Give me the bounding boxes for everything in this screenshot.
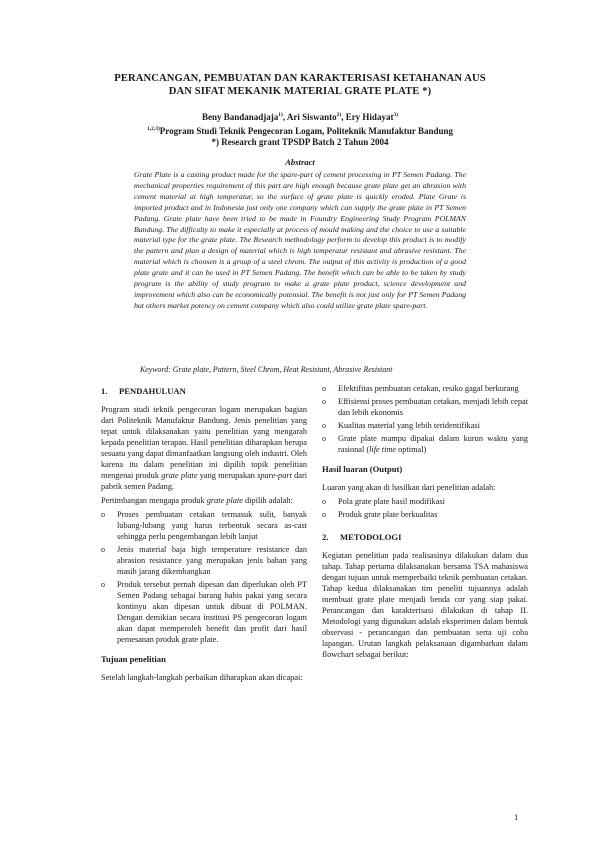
list-item-text: Jenis material baja high temperature resistance dan abrasion resistance yang merupakan jenis bahan yang masih jarang dikembangkan [117, 545, 307, 576]
section-number: 1. [101, 386, 108, 396]
list-item [322, 509, 528, 520]
author-2: , Ari Siswanto [282, 112, 337, 122]
section-title: METODOLOGI [340, 532, 402, 542]
list-item-text-start: Grate plate mampu dipakai dalam kurun waktu yang rasional ( [338, 434, 528, 454]
author-block [60, 110, 540, 149]
author-names [60, 110, 540, 124]
metodologi-paragraph: Kegiatan penelitian pada realisasinya dilakukan dalam dua tahap. Tahap pertama dilaksanakan bersama TSA mahasiswa dengan tujuan untuk memperbaiki teknik pembuatan cetakan. Tahap kedua dilaksanakan tim peneliti tujuannya adalah membuat grate plate menjadi benda cor yang siap pakai. Perancangan dan karakterisasi dilakukan di tahap II. Metodologi yang digunakan adalah eksperimen dalam bentuk observasi - perancangan dan pembuatan serta uji coba lapangan. Urutan langkah pelaksanaan digambarkan dalam flowchart sebagai berikut: [322, 551, 528, 659]
author-3: , Ery Hidayat [341, 112, 394, 122]
author-1: Beny Bandanadjaja [201, 112, 279, 122]
list-item-text [338, 434, 528, 454]
bullet-circle-icon: o [322, 510, 326, 519]
tujuan-paragraph: Setelah langkah-langkah perbaikan diharapkan akan dicapai: [101, 673, 303, 682]
bullet-circle-icon: o [322, 497, 326, 506]
grant-note: *) Research grant TPSDP Batch 2 Tahun 2004 [211, 137, 389, 147]
section-heading-metodologi [322, 532, 528, 543]
abstract-body [134, 170, 466, 312]
keywords: Keyword: Grate plate, Pattern, Steel Chrom, Heat Resistant, Abrasive Resistant [140, 365, 393, 374]
list-item [322, 383, 528, 394]
author-1-sup: 1) [278, 112, 283, 118]
list-item-text: Efektifitas pembuatan cetakan, resiko gagal berkurang [338, 384, 519, 393]
intro-italic-term: grate plate [161, 471, 198, 480]
section-number: 2. [322, 532, 329, 542]
hasil-paragraph: Luaran yang akan di hasilkan dari penelitian adalah: [322, 483, 496, 492]
list-item-text: Produk tersebut pernah dipesan dan diperlukan oleh PT Semen Padang sebagai barang habis pakai yang secara kontinyu akan dipesan untuk dibuat di POLMAN. Dengan demikian secara institusi PS pengecoran logam akan dapat memperoleh benefit dan profit dari hasil pemesanan produk grate plate. [117, 580, 307, 644]
intro-text-end: dari pabrik semen Padang. [101, 471, 308, 491]
consideration-text-end: dipilih adalah: [245, 496, 293, 505]
right-column [322, 383, 528, 663]
intro-italic-term-2: spare-part [257, 471, 292, 480]
author-3-sup: 3) [393, 112, 399, 118]
list-item [322, 433, 528, 455]
list-item-italic: life time [369, 445, 397, 454]
list-item [101, 579, 307, 645]
section-heading-pendahuluan [101, 386, 307, 397]
consideration-paragraph [101, 495, 307, 506]
abstract-text: Grate Plate is a casting product made for the spare-part of cement processing in PT Semen Padang. The mechanical properties requirement of this part are high enough because grate plate get an abrasion with cement material at high temperatur, so the surface of grate plate is quickly eroded. Plate Grate is imported product and in Indonesia just only one company which can supply the grate plate in PT Semen Padang. Grate plate have been tried to be made in Foundry Engineering Study Program POLMAN Bandung. The difficulty to make it especially at process of mould making and the choice to use a suitable material type for the grate plate. The Research methodology perform to develop this product is to modify the pattern and plan a design of material which is high temperatur resistant and abrasive resistant. The material which is choosen is a group of a steel chrom. The output of this activity is production of a good plate grate and it can be used in PT Semen Padang. The benefit which can be able to be taken by study program is the ability of study program to make a grate plate product, science development and improvement which also can be economically potensial. The benefit is not just only for PT Semen Padang but others market potency on cement company which also could utilize grate plate spare-part. [134, 170, 466, 310]
intro-text: Program studi teknik pengecoran logam merupakan bagian dari Politeknik Manufaktur Bandung. Jenis penelitian yang tepat untuk dilaksanakan yaitu penelitian yang mengarah kepada penelitian terapan. Hasil penelitian diharapkan berupa sesuatu yang dapat dimanfaatkan langsung oleh industri. Oleh karena itu dalam penelitian ini dipilih topik penelitian mengenai produk [101, 405, 307, 480]
abstract-heading: Abstract [285, 157, 315, 167]
paper-title [60, 72, 540, 98]
output-list [322, 496, 528, 520]
bullet-circle-icon: o [101, 510, 105, 519]
intro-text-mid: yang merupakan [199, 471, 255, 480]
bullet-circle-icon: o [322, 421, 326, 430]
list-item-text: Produk grate plate berkualitas [338, 510, 438, 519]
list-item [322, 496, 528, 507]
left-column [101, 386, 307, 686]
affiliation [60, 124, 540, 138]
affiliation-sup: 1,2,3) [146, 125, 160, 132]
list-item-text: Proses pembuatan cetakan termasuk sulit, banyak lubang-lubang yang harus terbentuk secara as-cast sehingga perlu pengembangan lebih lanjut [117, 510, 307, 541]
page-number: 1 [514, 812, 519, 822]
list-item-text: Kualitas material yang lebih teridentifikasi [338, 421, 480, 430]
list-item-text: Effisiensi proses pembuatan cetakan, menjadi lebih cepat dan lebih ekonomis [338, 397, 528, 417]
affiliation-text: Program Studi Teknik Pengecoran Logam, Politeknik Manufaktur Bandung [159, 125, 454, 136]
list-item [101, 544, 307, 577]
bullet-circle-icon: o [322, 434, 326, 443]
list-item-text-end: optimal) [398, 445, 427, 454]
list-item-text: Pola grate plate hasil modifikasi [338, 497, 445, 506]
intro-paragraph [101, 404, 307, 492]
list-item [322, 420, 528, 431]
title-line-1: PERANCANGAN, PEMBUATAN DAN KARAKTERISASI KETAHANAN AUS [114, 73, 486, 84]
goals-list [322, 383, 528, 455]
subheading-hasil-luaran: Hasil luaran (Output) [322, 464, 403, 474]
author-2-sup: 2) [336, 112, 342, 118]
bullet-circle-icon: o [322, 397, 326, 406]
bullet-circle-icon: o [101, 580, 105, 589]
title-line-2: DAN SIFAT MEKANIK MATERIAL GRATE PLATE *) [168, 86, 432, 97]
list-item [322, 396, 528, 418]
consideration-text: Pertimbangan mengapa produk [101, 496, 205, 505]
consideration-italic: grate plate [206, 496, 243, 505]
list-item [101, 509, 307, 542]
section-title: PENDAHULUAN [119, 386, 186, 396]
subheading-tujuan: Tujuan penelitian [101, 654, 166, 664]
bullet-circle-icon: o [322, 384, 326, 393]
bullet-circle-icon: o [101, 545, 105, 554]
consideration-list [101, 509, 307, 645]
